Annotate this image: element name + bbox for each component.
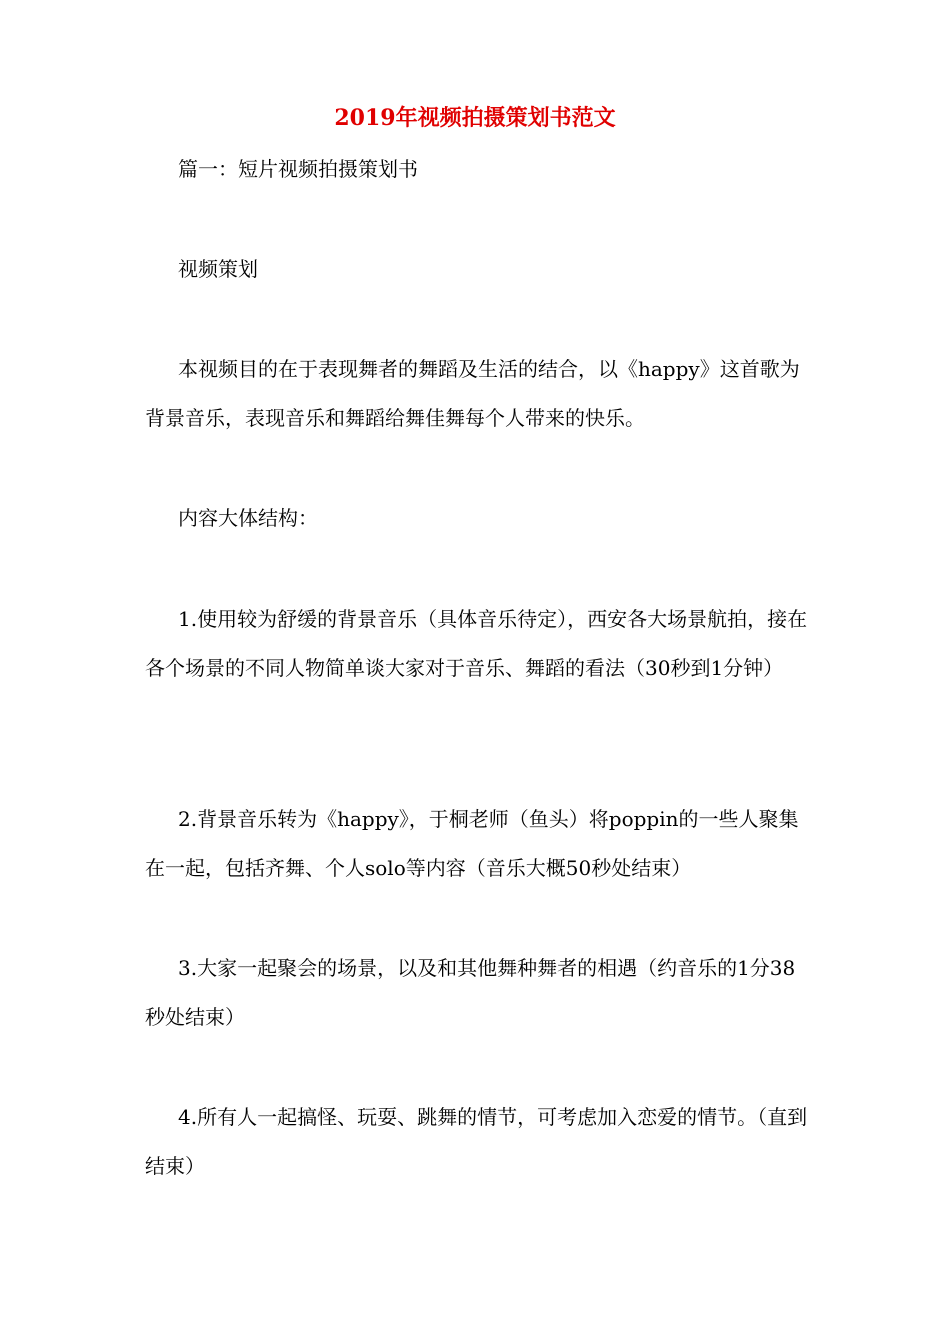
intro-paragraph: 本视频目的在于表现舞者的舞蹈及生活的结合，以《happy》这首歌为背景音乐，表现音乐和舞蹈给舞佳舞每个人带来的快乐。 [145, 357, 800, 430]
structure-label: 内容大体结构： [178, 506, 318, 530]
structure-item-2: 2.背景音乐转为《happy》，于桐老师（鱼头）将poppin的一些人聚集在一起，包括齐舞、个人solo等内容（音乐大概50秒处结束） [145, 807, 799, 880]
section-heading: 视频策划 [178, 257, 258, 281]
document-title: 2019年视频拍摄策划书范文 [334, 105, 616, 131]
structure-item-1: 1.使用较为舒缓的背景音乐（具体音乐待定），西安各大场景航拍，接在各个场景的不同人物简单谈大家对于音乐、舞蹈的看法（30秒到1分钟） [145, 607, 808, 680]
structure-item-3: 3.大家一起聚会的场景，以及和其他舞种舞者的相遇（约音乐的1分38秒处结束） [145, 956, 796, 1029]
section-subtitle: 篇一：短片视频拍摄策划书 [178, 157, 418, 181]
structure-item-4: 4.所有人一起搞怪、玩耍、跳舞的情节，可考虑加入恋爱的情节。（直到结束） [145, 1105, 808, 1178]
